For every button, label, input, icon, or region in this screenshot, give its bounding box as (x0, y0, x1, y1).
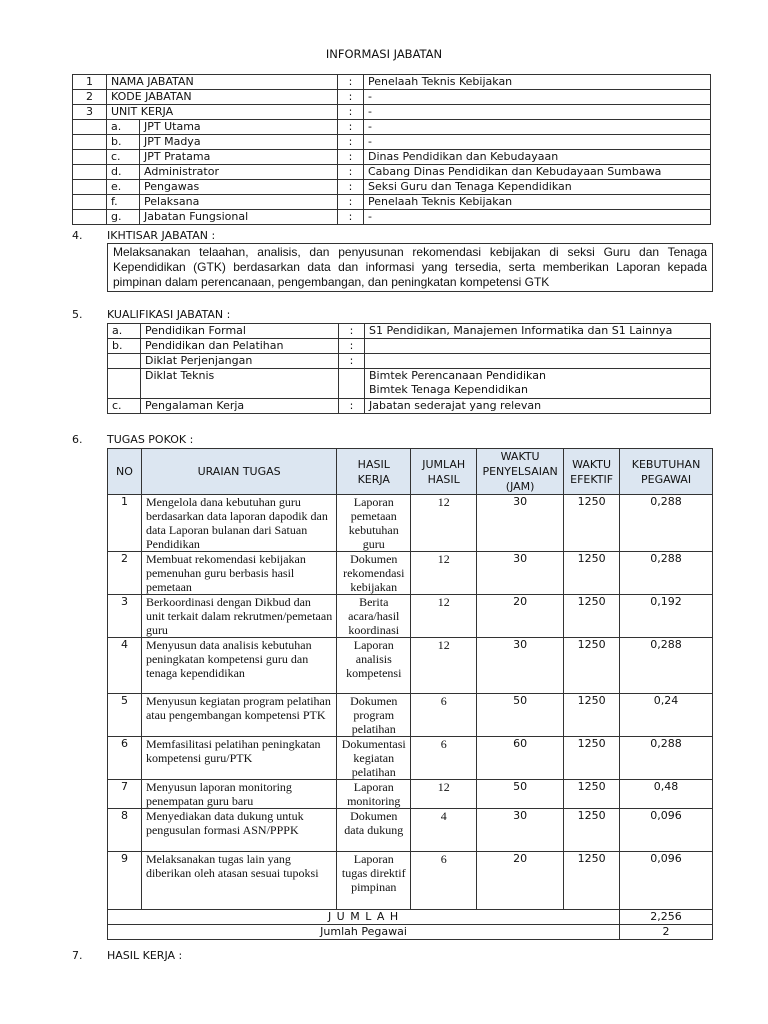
task-time: 30 (477, 552, 564, 595)
header-uraian: URAIAN TUGAS (141, 449, 336, 495)
sub-number: a. (108, 324, 141, 339)
task-result: Dokumen data dukung (337, 809, 411, 852)
unit-row (73, 135, 711, 150)
sub-number (108, 369, 141, 399)
task-time: 60 (477, 737, 564, 780)
row-label: Pengalaman Kerja (141, 399, 339, 414)
task-time: 20 (477, 852, 564, 910)
tugas-row (108, 737, 713, 780)
row-value: - (364, 120, 711, 135)
task-quantity: 12 (411, 595, 477, 638)
kualifikasi-row (108, 369, 711, 399)
row-label: JPT Madya (140, 135, 338, 150)
separator: : (338, 90, 364, 105)
row-number (73, 195, 107, 210)
row-label: Pelaksana (140, 195, 338, 210)
tugas-row (108, 694, 713, 737)
row-label: Pendidikan Formal (141, 324, 339, 339)
task-staff-need: 0,288 (620, 638, 713, 694)
task-staff-need: 0,192 (620, 595, 713, 638)
separator: : (338, 120, 364, 135)
separator: : (339, 399, 365, 414)
task-quantity: 6 (411, 852, 477, 910)
kualifikasi-row (108, 324, 711, 339)
row-label: NAMA JABATAN (107, 75, 338, 90)
row-label: UNIT KERJA (107, 105, 338, 120)
sub-number: b. (108, 339, 141, 354)
pegawai-value: 2 (620, 925, 713, 940)
task-description: Membuat rekomendasi kebijakan pemenuhan guru berbasis hasil pemetaan (141, 552, 336, 595)
task-staff-need: 0,288 (620, 552, 713, 595)
task-time: 30 (477, 495, 564, 552)
task-time: 50 (477, 780, 564, 809)
row-number (73, 210, 107, 225)
row-value: Dinas Pendidikan dan Kebudayaan (364, 150, 711, 165)
row-value: - (364, 210, 711, 225)
row-number: 1 (73, 75, 107, 90)
task-quantity: 4 (411, 809, 477, 852)
hasil-kerja-number: 7. (72, 949, 83, 962)
task-staff-need: 0,288 (620, 495, 713, 552)
tugas-row (108, 809, 713, 852)
task-quantity: 6 (411, 694, 477, 737)
info-row (73, 75, 711, 90)
task-result: Laporan monitoring (337, 780, 411, 809)
separator (339, 369, 365, 399)
task-description: Menyediakan data dukung untuk pengusulan formasi ASN/PPPK (141, 809, 336, 852)
task-staff-need: 0,48 (620, 780, 713, 809)
task-result: Dokumen rekomendasi kebijakan (337, 552, 411, 595)
unit-row (73, 150, 711, 165)
tugas-number: 6. (72, 433, 83, 446)
separator: : (338, 180, 364, 195)
row-label: JPT Pratama (140, 150, 338, 165)
sub-number: c. (108, 399, 141, 414)
task-number: 1 (108, 495, 142, 552)
separator: : (338, 210, 364, 225)
tugas-row (108, 638, 713, 694)
row-value (365, 339, 711, 354)
row-label: Administrator (140, 165, 338, 180)
task-quantity: 12 (411, 495, 477, 552)
separator: : (338, 150, 364, 165)
task-number: 9 (108, 852, 142, 910)
unit-row (73, 120, 711, 135)
task-effective-time: 1250 (564, 552, 620, 595)
task-result: Laporan analisis kompetensi (337, 638, 411, 694)
row-number: 3 (73, 105, 107, 120)
task-quantity: 12 (411, 638, 477, 694)
task-result: Laporan pemetaan kebutuhan guru (337, 495, 411, 552)
tugas-row (108, 595, 713, 638)
row-number (73, 150, 107, 165)
ikhtisar-number: 4. (72, 229, 83, 242)
row-label: Diklat Teknis (141, 369, 339, 399)
teknis-item: Bimtek Perencanaan Pendidikan (369, 369, 546, 382)
unit-row (73, 210, 711, 225)
sub-number: d. (107, 165, 140, 180)
info-row (73, 105, 711, 120)
task-quantity: 6 (411, 737, 477, 780)
kualifikasi-number: 5. (72, 308, 83, 321)
task-effective-time: 1250 (564, 694, 620, 737)
row-value: Cabang Dinas Pendidikan dan Kebudayaan Sumbawa (364, 165, 711, 180)
row-label: JPT Utama (140, 120, 338, 135)
sub-number (108, 354, 141, 369)
row-value: Penelaah Teknis Kebijakan (364, 195, 711, 210)
tugas-row (108, 780, 713, 809)
header-kebutuhan: KEBUTUHAN PEGAWAI (620, 449, 713, 495)
sub-number: e. (107, 180, 140, 195)
row-value (365, 354, 711, 369)
separator: : (339, 324, 365, 339)
tugas-heading: TUGAS POKOK : (107, 433, 194, 446)
row-label: Jabatan Fungsional (140, 210, 338, 225)
task-effective-time: 1250 (564, 780, 620, 809)
task-time: 20 (477, 595, 564, 638)
task-staff-need: 0,096 (620, 852, 713, 910)
row-value: Seksi Guru dan Tenaga Kependidikan (364, 180, 711, 195)
row-value: - (364, 105, 711, 120)
task-result: Berita acara/hasil koordinasi (337, 595, 411, 638)
task-effective-time: 1250 (564, 809, 620, 852)
separator: : (338, 105, 364, 120)
task-staff-need: 0,288 (620, 737, 713, 780)
task-effective-time: 1250 (564, 638, 620, 694)
row-value: Penelaah Teknis Kebijakan (364, 75, 711, 90)
pegawai-label: Jumlah Pegawai (108, 925, 620, 940)
row-value: Jabatan sederajat yang relevan (365, 399, 711, 414)
task-number: 4 (108, 638, 142, 694)
header-jumlah: JUMLAH HASIL (411, 449, 477, 495)
task-description: Melaksanakan tugas lain yang diberikan oleh atasan sesuai tupoksi (141, 852, 336, 910)
info-table (72, 74, 711, 225)
sub-number: f. (107, 195, 140, 210)
kualifikasi-row (108, 399, 711, 414)
task-time: 50 (477, 694, 564, 737)
task-number: 6 (108, 737, 142, 780)
task-number: 7 (108, 780, 142, 809)
sub-number: c. (107, 150, 140, 165)
teknis-item: Bimtek Tenaga Kependidikan (369, 383, 528, 396)
pegawai-row (108, 925, 713, 940)
row-label: Pendidikan dan Pelatihan (141, 339, 339, 354)
header-hasil: HASIL KERJA (337, 449, 411, 495)
tugas-header-row (108, 449, 713, 495)
header-no: NO (108, 449, 142, 495)
row-label: Diklat Perjenjangan (141, 354, 339, 369)
separator: : (339, 339, 365, 354)
separator: : (338, 75, 364, 90)
task-result: Dokumen program pelatihan (337, 694, 411, 737)
task-number: 5 (108, 694, 142, 737)
sub-number: b. (107, 135, 140, 150)
tugas-row (108, 852, 713, 910)
hasil-kerja-heading: HASIL KERJA : (107, 949, 183, 962)
tugas-row (108, 552, 713, 595)
task-effective-time: 1250 (564, 737, 620, 780)
task-effective-time: 1250 (564, 595, 620, 638)
task-time: 30 (477, 809, 564, 852)
task-effective-time: 1250 (564, 852, 620, 910)
task-number: 2 (108, 552, 142, 595)
row-label: KODE JABATAN (107, 90, 338, 105)
task-result: Dokumentasi kegiatan pelatihan (337, 737, 411, 780)
kualifikasi-heading: KUALIFIKASI JABATAN : (107, 308, 231, 321)
unit-row (73, 195, 711, 210)
task-description: Memfasilitasi pelatihan peningkatan kompetensi guru/PTK (141, 737, 336, 780)
tugas-row (108, 495, 713, 552)
kualifikasi-row (108, 339, 711, 354)
task-number: 8 (108, 809, 142, 852)
page-title: INFORMASI JABATAN (325, 47, 443, 61)
row-value: - (364, 90, 711, 105)
row-number (73, 180, 107, 195)
row-number (73, 135, 107, 150)
task-description: Berkoordinasi dengan Dikbud dan unit terkait dalam rekrutmen/pemetaan guru (141, 595, 336, 638)
row-value: - (364, 135, 711, 150)
row-number (73, 120, 107, 135)
separator: : (339, 354, 365, 369)
task-description: Menyusun laporan monitoring penempatan guru baru (141, 780, 336, 809)
separator: : (338, 195, 364, 210)
task-quantity: 12 (411, 780, 477, 809)
unit-row (73, 180, 711, 195)
row-value: S1 Pendidikan, Manajemen Informatika dan S1 Lainnya (365, 324, 711, 339)
task-description: Menyusun data analisis kebutuhan peningkatan kompetensi guru dan tenaga kependidikan (141, 638, 336, 694)
jumlah-row (108, 910, 713, 925)
task-number: 3 (108, 595, 142, 638)
kualifikasi-table (107, 323, 711, 414)
task-time: 30 (477, 638, 564, 694)
kualifikasi-row (108, 354, 711, 369)
header-waktu-penyelesaian: WAKTU PENYELSAIAN (JAM) (477, 449, 564, 495)
task-staff-need: 0,24 (620, 694, 713, 737)
info-row (73, 90, 711, 105)
task-result: Laporan tugas direktif pimpinan (337, 852, 411, 910)
sub-number: g. (107, 210, 140, 225)
row-number (73, 165, 107, 180)
row-value (365, 369, 711, 399)
task-quantity: 12 (411, 552, 477, 595)
ikhtisar-text: Melaksanakan telaahan, analisis, dan penyusunan rekomendasi kebijakan di seksi Guru dan Tenaga Kependidikan (GTK) berdasarkan data dan informasi yang tersedia, serta memberikan Laporan kepada pimpinan dalam perencanaan, pengembangan, dan peningkatan kompetensi GTK (107, 243, 713, 292)
separator: : (338, 165, 364, 180)
jumlah-value: 2,256 (620, 910, 713, 925)
unit-row (73, 165, 711, 180)
separator: : (338, 135, 364, 150)
jumlah-label: J U M L A H (108, 910, 620, 925)
tugas-table (107, 448, 713, 940)
header-waktu-efektif: WAKTU EFEKTIF (564, 449, 620, 495)
task-effective-time: 1250 (564, 495, 620, 552)
row-label: Pengawas (140, 180, 338, 195)
sub-number: a. (107, 120, 140, 135)
task-staff-need: 0,096 (620, 809, 713, 852)
ikhtisar-heading: IKHTISAR JABATAN : (107, 229, 216, 242)
task-description: Mengelola dana kebutuhan guru berdasarkan data laporan dapodik dan data Laporan bulanan dari Satuan Pendidikan (141, 495, 336, 552)
task-description: Menyusun kegiatan program pelatihan atau pengembangan kompetensi PTK (141, 694, 336, 737)
row-number: 2 (73, 90, 107, 105)
